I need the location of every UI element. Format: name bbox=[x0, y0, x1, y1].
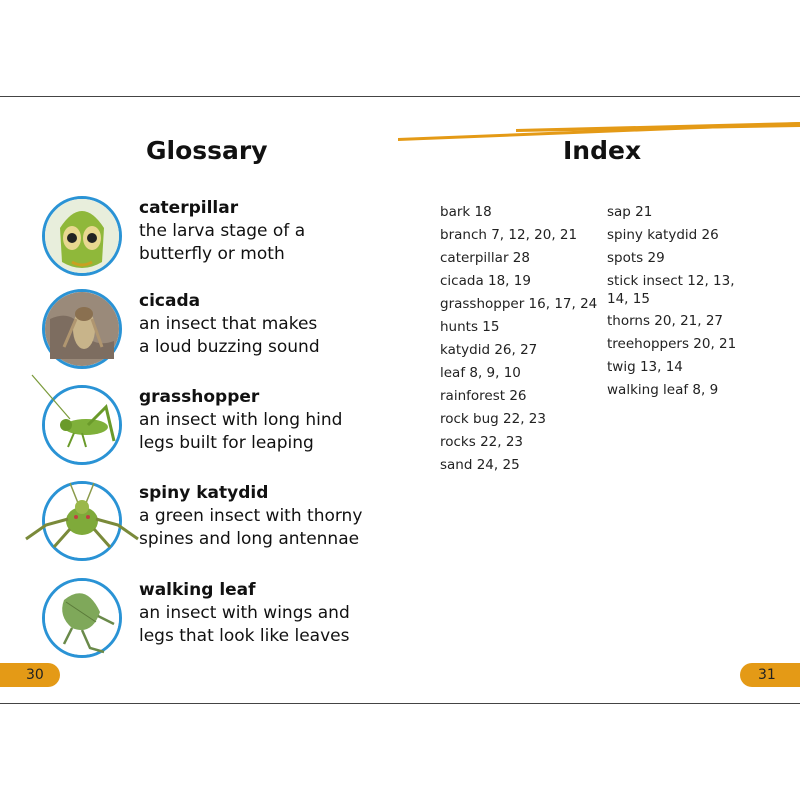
glossary-definition: an insect with long hind legs built for leaping bbox=[139, 410, 343, 453]
index-entry: treehoppers 20, 21 bbox=[607, 336, 737, 352]
walking-leaf-icon bbox=[42, 578, 122, 658]
index-column-2 bbox=[607, 203, 747, 404]
index-entry: branch 7, 12, 20, 21 bbox=[440, 227, 578, 243]
glossary-term: grasshopper bbox=[139, 387, 260, 407]
index-entry: katydid 26, 27 bbox=[440, 342, 538, 358]
page-number-right: 31 bbox=[740, 663, 800, 687]
glossary-item bbox=[0, 385, 400, 477]
glossary-item bbox=[0, 289, 400, 381]
index-column-1 bbox=[440, 203, 597, 479]
glossary-term: spiny katydid bbox=[139, 483, 269, 503]
katydid-icon bbox=[42, 481, 122, 561]
index-entry: hunts 15 bbox=[440, 319, 500, 335]
grasshopper-icon bbox=[42, 385, 122, 465]
cicada-icon bbox=[42, 289, 122, 369]
glossary-item bbox=[0, 578, 400, 670]
index-entry: walking leaf 8, 9 bbox=[607, 382, 719, 398]
glossary-definition: the larva stage of a butterfly or moth bbox=[139, 221, 306, 264]
index-entry: spots 29 bbox=[607, 250, 665, 266]
glossary-term: walking leaf bbox=[139, 580, 256, 600]
glossary-definition: an insect that makes a loud buzzing sound bbox=[139, 314, 320, 357]
index-entry: sap 21 bbox=[607, 204, 653, 220]
index-entry: cicada 18, 19 bbox=[440, 273, 531, 289]
index-entry: twig 13, 14 bbox=[607, 359, 683, 375]
glossary-term: cicada bbox=[139, 291, 201, 311]
index-entry: spiny katydid 26 bbox=[607, 227, 719, 243]
index-entry: caterpillar 28 bbox=[440, 250, 530, 266]
glossary-term: caterpillar bbox=[139, 198, 239, 218]
index-entry: bark 18 bbox=[440, 204, 492, 220]
index-entry: rocks 22, 23 bbox=[440, 434, 524, 450]
index-entry: sand 24, 25 bbox=[440, 457, 520, 473]
index-entry: thorns 20, 21, 27 bbox=[607, 313, 724, 329]
glossary-title: Glossary bbox=[146, 136, 268, 165]
index-entry: rock bug 22, 23 bbox=[440, 411, 546, 427]
glossary-item bbox=[0, 196, 400, 288]
glossary-item bbox=[0, 481, 400, 573]
index-entry: stick insect 12, 13, 14, 15 bbox=[607, 273, 735, 307]
glossary-definition: a green insect with thorny spines and long antennae bbox=[139, 506, 363, 549]
page-number-left: 30 bbox=[0, 663, 60, 687]
index-entry: grasshopper 16, 17, 24 bbox=[440, 296, 598, 312]
index-entry: leaf 8, 9, 10 bbox=[440, 365, 521, 381]
index-title: Index bbox=[563, 136, 642, 165]
glossary-definition: an insect with wings and legs that look like leaves bbox=[139, 603, 350, 646]
index-entry: rainforest 26 bbox=[440, 388, 527, 404]
caterpillar-icon bbox=[42, 196, 122, 276]
